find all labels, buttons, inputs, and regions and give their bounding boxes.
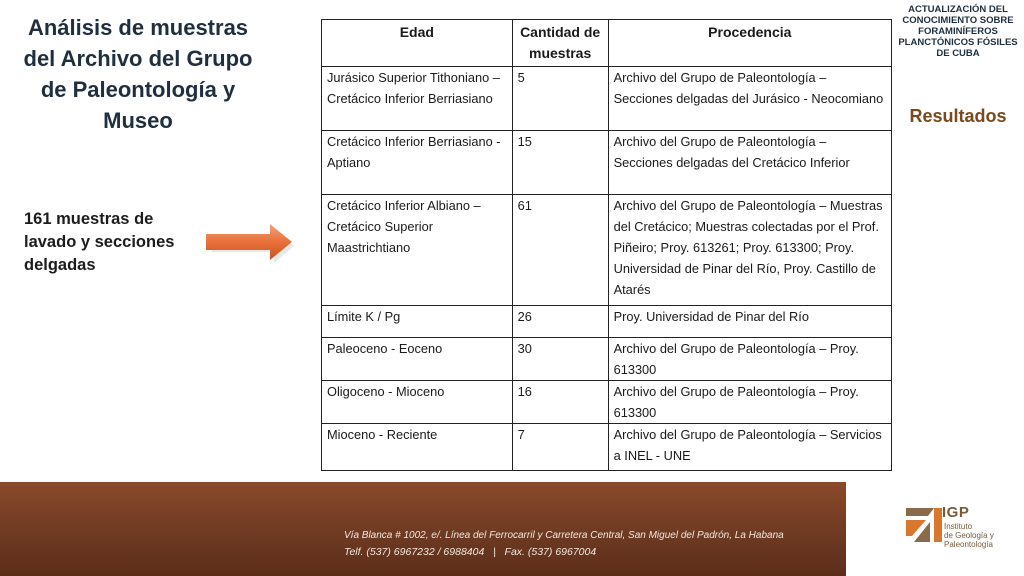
cell-procedencia: Proy. Universidad de Pinar del Río bbox=[608, 306, 891, 338]
page-title: Análisis de muestras del Archivo del Grupo de Paleontología y Museo bbox=[23, 15, 253, 133]
cell-procedencia: Archivo del Grupo de Paleontología – Muestras del Cretácico; Muestras colectadas por el Prof. Piñeiro; Proy. 613261; Proy. 613300; Proy. Universidad de Pinar del Río, Proy. Castillo de Atarés bbox=[608, 195, 891, 306]
table-row bbox=[322, 67, 892, 131]
cell-cantidad: 7 bbox=[512, 424, 608, 471]
cell-cantidad: 30 bbox=[512, 338, 608, 381]
header-cantidad: Cantidad de muestras bbox=[512, 20, 608, 67]
cell-edad: Cretácico Inferior Albiano – Cretácico Superior Maastrichtiano bbox=[322, 195, 513, 306]
footer-contact: Telf. (537) 6967232 / 6988404 | Fax. (537) 6967004 bbox=[344, 546, 597, 558]
cell-edad: Paleoceno - Eoceno bbox=[322, 338, 513, 381]
table-header-row bbox=[322, 20, 892, 67]
cell-edad: Mioceno - Reciente bbox=[322, 424, 513, 471]
cell-cantidad: 16 bbox=[512, 381, 608, 424]
presentation-topic: ACTUALIZACIÓN DEL CONOCIMIENTO SOBRE FORAMINÍFEROS PLANCTÓNICOS FÓSILES DE CUBA bbox=[898, 4, 1018, 59]
table-row bbox=[322, 306, 892, 338]
cell-procedencia: Archivo del Grupo de Paleontología – Proy. 613300 bbox=[608, 338, 891, 381]
cell-procedencia: Archivo del Grupo de Paleontología – Secciones delgadas del Cretácico Inferior bbox=[608, 131, 891, 195]
header-edad: Edad bbox=[322, 20, 513, 67]
footer-phone: Telf. (537) 6967232 / 6988404 bbox=[344, 546, 485, 558]
table-row bbox=[322, 338, 892, 381]
section-heading: Resultados bbox=[909, 106, 1007, 126]
cell-procedencia: Archivo del Grupo de Paleontología – Servicios a INEL - UNE bbox=[608, 424, 891, 471]
table-row bbox=[322, 131, 892, 195]
table-row bbox=[322, 381, 892, 424]
logo-name: IGP bbox=[942, 504, 970, 521]
cell-procedencia: Archivo del Grupo de Paleontología – Proy. 613300 bbox=[608, 381, 891, 424]
sample-summary: 161 muestras de lavado y secciones delgadas bbox=[24, 210, 175, 274]
cell-procedencia: Archivo del Grupo de Paleontología – Secciones delgadas del Jurásico - Neocomiano bbox=[608, 67, 891, 131]
logo-subtitle-2: de Geología y Paleontología bbox=[944, 531, 994, 549]
header-procedencia: Procedencia bbox=[608, 20, 891, 67]
footer-address: Vía Blanca # 1002, e/. Línea del Ferrocarril y Carretera Central, San Miguel del Padrón, La Habana bbox=[344, 530, 784, 541]
samples-table bbox=[321, 19, 892, 471]
cell-cantidad: 26 bbox=[512, 306, 608, 338]
cell-cantidad: 15 bbox=[512, 131, 608, 195]
cell-edad: Cretácico Inferior Berriasiano - Aptiano bbox=[322, 131, 513, 195]
footer-fax: Fax. (537) 6967004 bbox=[504, 546, 597, 558]
table-row bbox=[322, 424, 892, 471]
cell-edad: Límite K / Pg bbox=[322, 306, 513, 338]
logo-subtitle-1: Instituto bbox=[944, 522, 973, 531]
cell-cantidad: 61 bbox=[512, 195, 608, 306]
cell-cantidad: 5 bbox=[512, 67, 608, 131]
logo-area bbox=[846, 482, 1024, 576]
table-row bbox=[322, 195, 892, 306]
right-arrow-icon bbox=[204, 221, 296, 265]
cell-edad: Jurásico Superior Tithoniano – Cretácico Inferior Berriasiano bbox=[322, 67, 513, 131]
igp-logo-icon bbox=[904, 506, 944, 544]
cell-edad: Oligoceno - Mioceno bbox=[322, 381, 513, 424]
